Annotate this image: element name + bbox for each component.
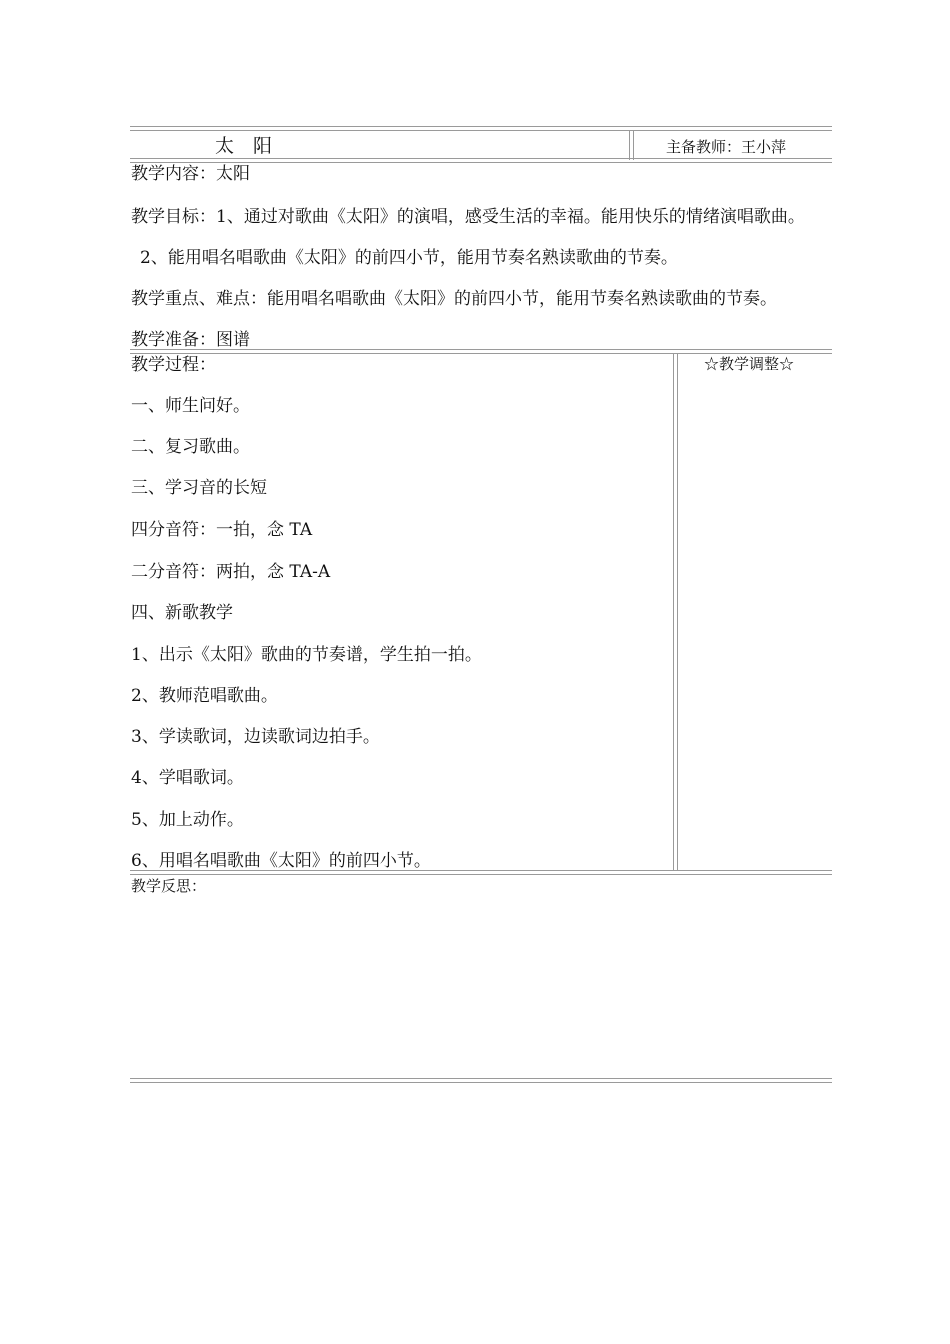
reflection-heading: 教学反思： xyxy=(131,877,207,895)
process-item: 四、新歌教学 xyxy=(131,603,233,623)
teaching-preparation: 教学准备：图谱 xyxy=(131,330,250,350)
header-bottom-rule xyxy=(130,158,832,163)
process-item: 三、学习音的长短 xyxy=(131,478,267,498)
teaching-goal-1: 教学目标：1、通过对歌曲《太阳》的演唱，感受生活的幸福。能用快乐的情绪演唱歌曲。 xyxy=(131,207,805,227)
process-item: 2、教师范唱歌曲。 xyxy=(131,686,278,706)
process-item: 4、学唱歌词。 xyxy=(131,768,244,788)
header-divider xyxy=(629,130,634,160)
process-item: 1、出示《太阳》歌曲的节奏谱，学生拍一拍。 xyxy=(131,645,482,665)
process-item: 一、师生问好。 xyxy=(131,396,250,416)
process-item: 二分音符：两拍，念 TA-A xyxy=(131,562,331,582)
process-heading: 教学过程： xyxy=(131,355,216,375)
teaching-content: 教学内容：太阳 xyxy=(131,164,250,184)
process-item: 5、加上动作。 xyxy=(131,810,244,830)
reflection-top-rule xyxy=(130,870,832,875)
key-points: 教学重点、难点：能用唱名唱歌曲《太阳》的前四小节，能用节奏名熟读歌曲的节奏。 xyxy=(131,289,777,309)
reflection-bottom-rule xyxy=(130,1078,832,1083)
process-item: 3、学读歌词，边读歌词边拍手。 xyxy=(131,727,380,747)
teaching-goal-2: 2、能用唱名唱歌曲《太阳》的前四小节，能用节奏名熟读歌曲的节奏。 xyxy=(140,248,678,268)
teacher-label: 主备教师：王小萍 xyxy=(666,138,787,156)
header-top-rule xyxy=(130,126,832,131)
process-divider xyxy=(673,353,678,871)
process-item: 6、用唱名唱歌曲《太阳》的前四小节。 xyxy=(131,851,431,871)
process-item: 二、复习歌曲。 xyxy=(131,437,250,457)
lesson-title: 太 阳 xyxy=(215,135,273,157)
adjustment-heading: ☆教学调整☆ xyxy=(704,355,795,373)
process-item: 四分音符：一拍，念 TA xyxy=(131,520,313,540)
